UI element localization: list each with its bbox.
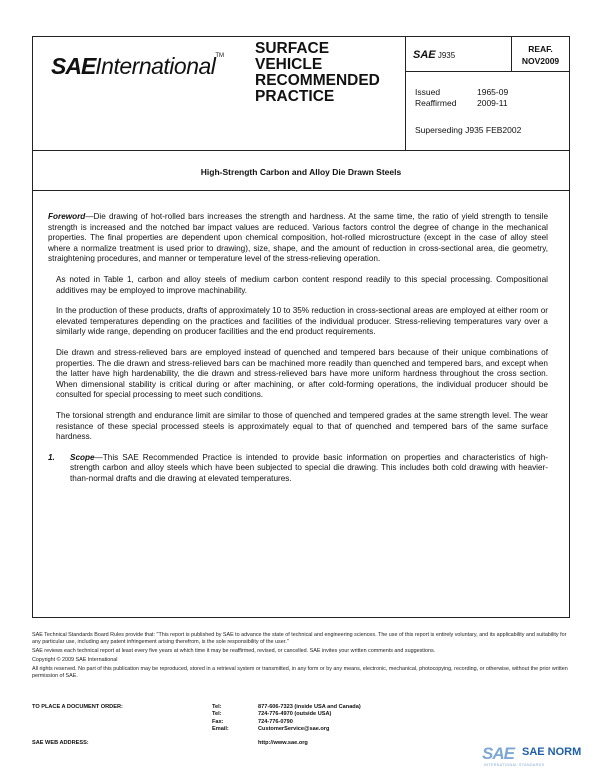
- document-number: [413, 49, 455, 61]
- logo-sae: SAE: [51, 53, 96, 79]
- issued-label: Issued: [415, 87, 441, 97]
- issued-value: 1965-09: [477, 87, 509, 97]
- doc-type-line: SURFACE: [255, 40, 330, 57]
- scope-section: [48, 453, 548, 485]
- copyright: Copyright © 2009 SAE International: [32, 657, 118, 663]
- sae-international-logo: [51, 53, 224, 80]
- document-header: [33, 37, 569, 151]
- scope-heading: Scope: [70, 452, 95, 462]
- doc-type-line: VEHICLE: [255, 56, 323, 73]
- rights-reserved: All rights reserved. No part of this publication may be reproduced, stored in a retrieval system or transmitted, in any form or by any means, electronic, mechanical, photocopying, recording, or otherwise, without the prior written permission of SAE.: [32, 666, 568, 679]
- sae-norm-watermark: [482, 744, 598, 770]
- reaffirmed-value: 2009-11: [477, 98, 508, 108]
- doc-type-line: PRACTICE: [255, 88, 335, 105]
- document-body: [48, 212, 548, 494]
- logo-cell: [33, 37, 253, 97]
- divider: [405, 37, 406, 151]
- reaf-label: REAF.: [528, 44, 553, 54]
- scope-text-wrap: [70, 453, 548, 485]
- doc-type-line: RECOMMENDED: [255, 72, 380, 89]
- sae-norm-mark: SAE: [482, 744, 514, 763]
- reaffirmed-label: Reaffirmed: [415, 98, 457, 108]
- issue-dates: [415, 87, 508, 109]
- doc-prefix: SAE: [413, 49, 436, 61]
- sae-norm-word: SAE NORM: [522, 746, 582, 758]
- logo-trademark: TM: [215, 53, 225, 59]
- tel-value: 877-606-7323 (inside USA and Canada): [258, 704, 361, 710]
- foreword-heading: Foreword: [48, 212, 86, 221]
- body-paragraph: Die drawn and stress-relieved bars are employed instead of quenched and tempered bars because of their unique combinations of properties. The die drawn and stress-relieved bars can be machined more readily than quenched and tempered bars, and except when the latter have high hardenability, the die drawn and stress-relieved bars have more uniform hardness throughout the cross section. When dimensional stability is critical during or after machining, or after cold-forming operations, the individual producer should be consulted for special processing to meet such conditions.: [56, 347, 548, 400]
- body-paragraph: As noted in Table 1, carbon and alloy steels of medium carbon content respond readily to this special processing. Compositional additives may be employed to improve machinability.: [56, 274, 548, 295]
- tel-label: Tel:: [212, 704, 222, 710]
- divider: [406, 71, 569, 72]
- tel2-value: 724-776-4970 (outside USA): [258, 711, 332, 718]
- email-link[interactable]: CustomerService@sae.org: [258, 726, 330, 733]
- sae-norm-sub: INTERNATIONAL STANDARDS: [484, 763, 545, 767]
- superseding-note: Superseding J935 FEB2002: [415, 125, 522, 135]
- web-label: SAE WEB ADDRESS:: [32, 740, 89, 746]
- body-paragraph: The torsional strength and endurance limit are similar to those of quenched and tempered grades at the same strength level. The wear resistance of these special processed steels is approximately equal to that of quenched and tempered bars of the same surface hardness.: [56, 410, 548, 442]
- title-row: [33, 151, 569, 191]
- review-note: SAE reviews each technical report at least every five years at which time it may be reaffirmed, revised, or cancelled. SAE invites your written comments and suggestions.: [32, 648, 436, 654]
- scope-text: —This SAE Recommended Practice is intended to provide basic information on properties and characteristics of high-strength carbon and alloy steels which have been subjected to special die drawing. This includes both cold drawing with heavier-than-normal drafts and die drawing at elevated temperatures.: [70, 452, 548, 483]
- web-link[interactable]: http://www.sae.org: [258, 740, 308, 746]
- order-label: TO PLACE A DOCUMENT ORDER:: [32, 704, 123, 710]
- logo-international: International: [95, 53, 216, 79]
- doc-number: J935: [437, 51, 456, 60]
- reaf-date: NOV2009: [521, 56, 560, 66]
- fax-value: 724-776-0790: [258, 718, 293, 725]
- reaffirmation-box: [512, 43, 569, 67]
- legal-footer: [32, 632, 570, 682]
- fax-label: Fax:: [212, 718, 224, 725]
- tel2-label: Tel:: [212, 711, 222, 718]
- board-rules: SAE Technical Standards Board Rules provide that: "This report is published by SAE to advance the state of technical and engineering sciences. The use of this report is entirely voluntary, and its applicability and suitability for any particular use, including any patent infringement arising therefrom, is the sole responsibility of the user.": [32, 632, 567, 645]
- foreword-paragraph: [48, 212, 548, 265]
- section-number: 1.: [48, 452, 55, 462]
- email-label: Email:: [212, 726, 229, 733]
- body-paragraph: In the production of these products, drafts of approximately 10 to 35% reduction in cross-sectional areas are employed at either room or elevated temperatures depending on the practices and facilities of the individual producer. Stress-relieving temperatures vary over a similarly wide range, depending on producer facilities and the end product requirements.: [56, 306, 548, 337]
- document-title: High-Strength Carbon and Alloy Die Drawn Steels: [200, 167, 402, 177]
- foreword-text: —Die drawing of hot-rolled bars increases the strength and hardness. At the same time, the ratio of yield strength to tensile strength is increased and the notched bar impact values are reduced. Various factors control the degree of change in the mechanical properties. The final properties are dependent upon chemical composition, hot-rolled microstructure (except in the case of alloy steel where a normalize treatment is used prior to drawing), size, shape, and the amount of reduction in cross-sectional area, die geometry, straightening procedures, and manner or temperature level of the stress-relieving operation.: [48, 212, 548, 264]
- document-type: [255, 41, 405, 105]
